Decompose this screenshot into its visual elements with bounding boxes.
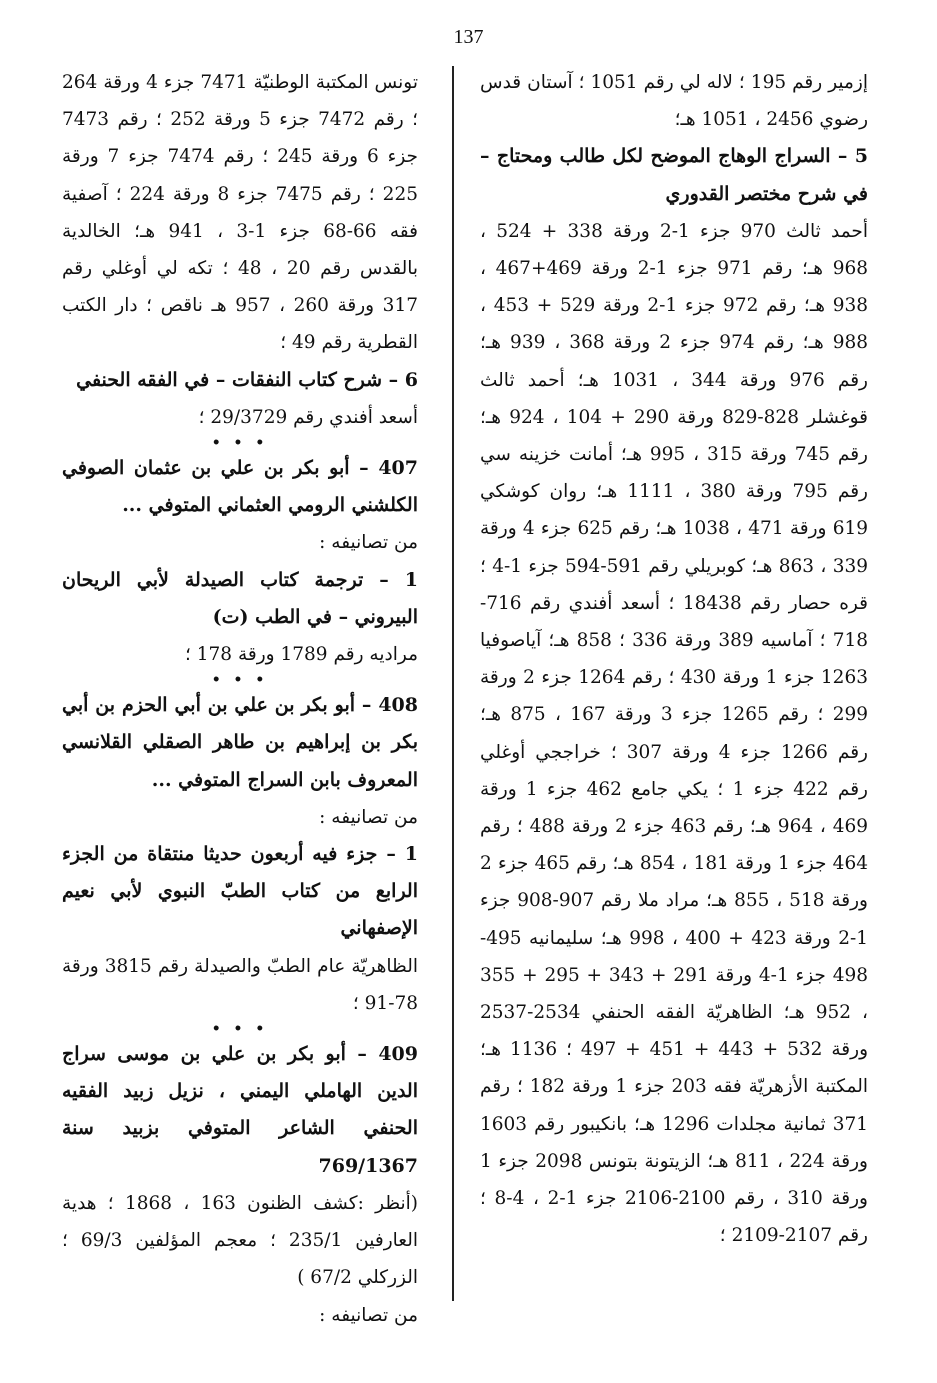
entry-text: الظاهريّة عام الطبّ والصيدلة رقم 3815 ورقة 78-91 ؛ [62,955,418,1014]
work-heading: 6 – شرح كتاب النفقات – في الفقه الحنفي [76,368,418,391]
entry-text: أحمد ثالث 970 جزء 1-2 ورقة 338 + 524 ، 968 هـ؛ رقم 971 جزء 1-2 ورقة 469+467 ، 938 هـ؛ رقم 972 جزء 1-2 ورقة 529 + 453 ، 988 هـ؛ رقم 974 جزء 2 ورقة 368 ، 939 هـ؛ رقم 976 ورقة 344 ، 1031 هـ؛ أحمد ثالث قوغشلر 828-829 ورقة 290 + 104 ، 924 هـ؛ رقم 745 ورقة 315 ، 995 هـ؛ أمانت خزينه سي رقم 795 ورقة 380 ، 1111 هـ؛ روان كوشكي 619 ورقة 471 ، 1038 هـ؛ رقم 625 جزء 4 ورقة 339 ، 863 هـ؛ كوبريلي رقم 591-594 جزء 1-4 ؛ قره حصار رقم 18438 ؛ أسعد أفندي رقم 716-718 ؛ آماسيه 389 ورقة 336 ؛ 858 هـ؛ آياصوفيا 1263 جزء 1 ورقة 430 ؛ رقم 1264 جزء 2 ورقة 299 ؛ رقم 1265 جزء 3 ورقة 167 ، 875 هـ؛ رقم 1266 جزء 4 ورقة 307 ؛ خراججي أوغلي رقم 422 جزء 1 ؛ يكي جامع 462 جزء 1 ورقة 469 ، 964 هـ؛ رقم 463 جزء 2 ورقة 488 ؛ رقم 464 جزء 1 ورقة 181 ، 854 هـ؛ رقم 465 جزء 2 ورقة 518 ، 855 هـ؛ مراد ملا رقم 907-908 جزء 1-2 ورقة 423 + 400 ، 998 هـ؛ سليمانيه 495-498 جزء 1-4 ورقة 291 + 343 + 295 + 355 ، 952 هـ؛ الظاهريّة الفقه الحنفي 2534-2537 ورقة 532 + 443 + 451 + 497 ؛ 1136 هـ؛ المكتبة الأزهريّة فقه 203 جزء 1 ورقة 182 ؛ رقم 371 ثمانية مجلدات 1296 هـ؛ بانكيبور رقم 1603 ورقة 224 ، 811 هـ؛ الزيتونة بتونس 2098 جزء 1 ورقة 310 ، رقم 2100-2106 جزء 1-2 ، 4-8 ؛ رقم 2107-2109 ؛ [480,220,869,1247]
section-separator: • • • [211,436,269,451]
page-number: 137 [453,26,484,48]
section-separator: • • • [211,1022,269,1037]
entry-text: أسعد أفندي رقم 29/3729 ؛ [198,406,418,428]
right-column [480,64,868,1255]
entry-text: مراديه رقم 1789 ورقة 178 ؛ [185,644,418,666]
left-column [62,64,418,1334]
author-heading: 408 – أبو بكر بن علي بن أبي الحزم بن أبي بكر بن إبراهيم بن طاهر الصقلي القلانسي المعروف بابن السراج المتوفي ... [62,694,418,791]
column-divider [452,66,454,1301]
works-intro: من تصانيفه : [319,1304,418,1326]
author-heading: 407 – أبو بكر بن علي بن عثمان الصوفي الكلشني الرومي العثماني المتوفي ... [62,457,418,517]
work-heading: 1 – جزء فيه أربعون حديثا منتقاة من الجزء الرابع من كتاب الطبّ النبوي لأبي نعيم الإصفهاني [62,843,418,940]
work-heading: 1 – ترجمة كتاب الصيدلة لأبي الريحان البيروني – في الطب (ت) [62,568,418,628]
entry-text: تونس المكتبة الوطنيّة 7471 جزء 4 ورقة 264 ؛ رقم 7472 جزء 5 ورقة 252 ؛ رقم 7473 جزء 6 ورقة 245 ؛ رقم 7474 جزء 7 ورقة 225 ؛ رقم 7475 جزء 8 ورقة 224 ؛ آصفية فقه 66-68 جزء 1-3 ، 941 هـ؛ الخالدية بالقدس رقم 20 ، 48 ؛ تكه لي أوغلي رقم 317 ورقة 260 ، 957 هـ ناقص ؛ دار الكتب القطرية رقم 49 ؛ [62,72,418,354]
entry-text: إزمير رقم 195 ؛ لاله لي رقم 1051 ؛ آستان قدس رضوي 2456 ، 1051 هـ؛ [480,72,868,131]
works-intro: من تصانيفه : [319,806,418,828]
works-intro: من تصانيفه : [319,532,418,554]
work-heading: 5 – السراج الوهاج الموضح لكل طالب ومحتاج – في شرح مختصر القدوري [480,145,868,205]
section-separator: • • • [211,673,269,688]
references-note: (أنظر :كشف الظنون 163 ، 1868 ؛ هدية العارفين 235/1 ؛ معجم المؤلفين 69/3 ؛ الزركلي 67/2 ) [62,1192,418,1289]
author-heading: 409 – أبو بكر بن علي بن موسى سراج الدين الهاملي اليمني ، نزيل زبيد الفقيه الحنفي الشاعر المتوفي بزبيد سنة 769/1367 [62,1043,418,1177]
